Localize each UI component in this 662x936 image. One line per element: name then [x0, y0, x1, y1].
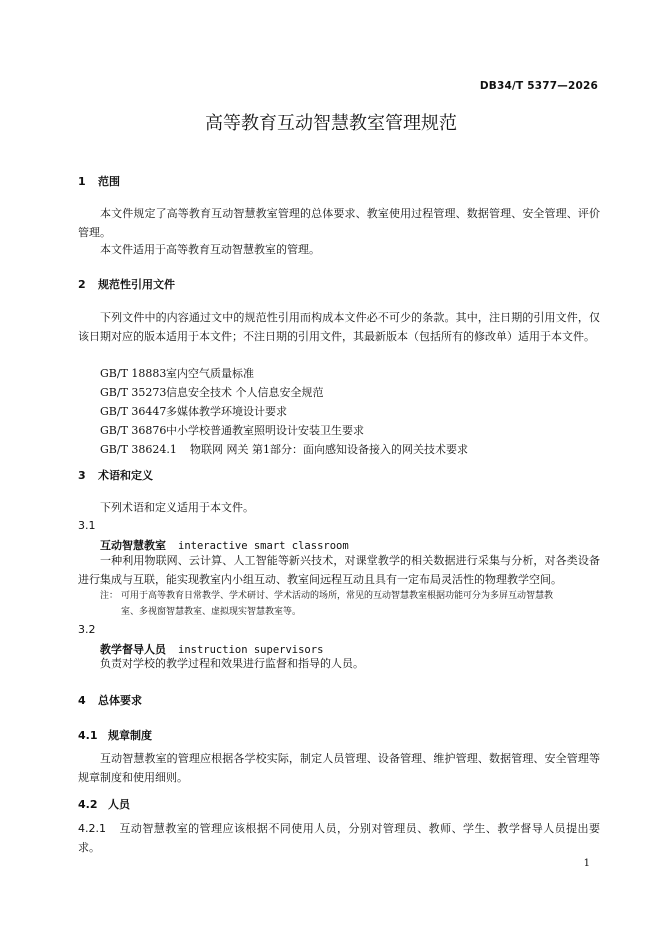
- subsection-number: 4.2: [78, 798, 98, 811]
- reference-item: [100, 441, 468, 457]
- reference-item: [100, 365, 254, 381]
- reference-title: 物联网 网关 第1部分：面向感知设备接入的网关技术要求: [190, 443, 468, 456]
- term-note: [100, 588, 600, 620]
- clause-text: 互动智慧教室的管理应该根据不同使用人员，分别对管理员、教师、学生、教学督导人员提出要求。: [78, 822, 600, 854]
- paragraph-scope-2: 本文件适用于高等教育互动智慧教室的管理。: [100, 243, 320, 256]
- note-label: 注：: [100, 591, 119, 601]
- subsection-heading-4-1: [78, 727, 152, 743]
- note-text-line2: 室、多视窗智慧教室、虚拟现实智慧教室等。: [121, 607, 302, 617]
- reference-title: 多媒体教学环境设计要求: [166, 405, 287, 418]
- section-number: 2: [78, 278, 86, 291]
- term-definition: 一种利用物联网、云计算、人工智能等新兴技术，对课堂教学的相关数据进行采集与分析，对各类设备进行集成与互联，能实现教室内小组互动、教室间远程互动且具有一定布局灵活性的物理教学空间。: [78, 554, 600, 586]
- term-number: 3.1: [78, 519, 96, 532]
- section-number: 4: [78, 694, 86, 707]
- section-number: 3: [78, 469, 86, 482]
- reference-code: GB/T 38624.1: [100, 443, 177, 456]
- section-number: 1: [78, 175, 86, 188]
- reference-item: [100, 403, 287, 419]
- term-chinese: 互动智慧教室: [100, 539, 166, 552]
- paragraph-references: 下列文件中的内容通过文中的规范性引用而构成本文件必不可少的条款。其中，注日期的引用文件，仅该日期对应的版本适用于本文件；不注日期的引用文件，其最新版本（包括所有的修改单）适用于本文件。: [78, 311, 600, 343]
- section-heading-1: [78, 173, 120, 189]
- paragraph-scope-1: 本文件规定了高等教育互动智慧教室管理的总体要求、教室使用过程管理、数据管理、安全管理、评价管理。: [78, 207, 600, 239]
- reference-title: 室内空气质量标准: [166, 367, 254, 380]
- term-english: instruction supervisors: [178, 644, 324, 656]
- term-entry: [100, 537, 349, 553]
- section-heading-2: [78, 276, 175, 292]
- clause-number: 4.2.1: [78, 822, 106, 835]
- page-number: 1: [583, 858, 590, 869]
- reference-code: GB/T 18883: [100, 367, 167, 380]
- document-number: DB34/T 5377—2026: [479, 80, 598, 92]
- paragraph-terms-intro: 下列术语和定义适用于本文件。: [100, 501, 254, 514]
- reference-item: [100, 384, 324, 400]
- section-title: 范围: [98, 175, 120, 188]
- reference-code: GB/T 36447: [100, 405, 167, 418]
- term-chinese: 教学督导人员: [100, 643, 166, 656]
- subsection-number: 4.1: [78, 729, 98, 742]
- reference-title: 信息安全技术 个人信息安全规范: [166, 386, 324, 399]
- section-title: 术语和定义: [98, 469, 153, 482]
- term-english: interactive smart classroom: [178, 540, 349, 552]
- reference-code: GB/T 35273: [100, 386, 167, 399]
- subsection-title: 规章制度: [108, 729, 152, 742]
- section-heading-4: [78, 692, 142, 708]
- section-title: 规范性引用文件: [98, 278, 175, 291]
- term-definition: 负责对学校的教学过程和效果进行监督和指导的人员。: [100, 657, 364, 670]
- reference-title: 中小学校普通教室照明设计安装卫生要求: [166, 424, 364, 437]
- note-text-line1: 可用于高等教育日常教学、学术研讨、学术活动的场所，常见的互动智慧教室根据功能可分为多屏互动智慧教: [121, 591, 554, 601]
- paragraph-rules: 互动智慧教室的管理应根据各学校实际，制定人员管理、设备管理、维护管理、数据管理、安全管理等规章制度和使用细则。: [78, 752, 600, 784]
- subsection-title: 人员: [108, 798, 130, 811]
- document-title: 高等教育互动智慧教室管理规范: [205, 113, 457, 134]
- section-title: 总体要求: [98, 694, 142, 707]
- clause-4-2-1: [78, 819, 600, 857]
- reference-item: [100, 422, 364, 438]
- term-number: 3.2: [78, 623, 96, 636]
- subsection-heading-4-2: [78, 796, 130, 812]
- reference-code: GB/T 36876: [100, 424, 167, 437]
- section-heading-3: [78, 467, 153, 483]
